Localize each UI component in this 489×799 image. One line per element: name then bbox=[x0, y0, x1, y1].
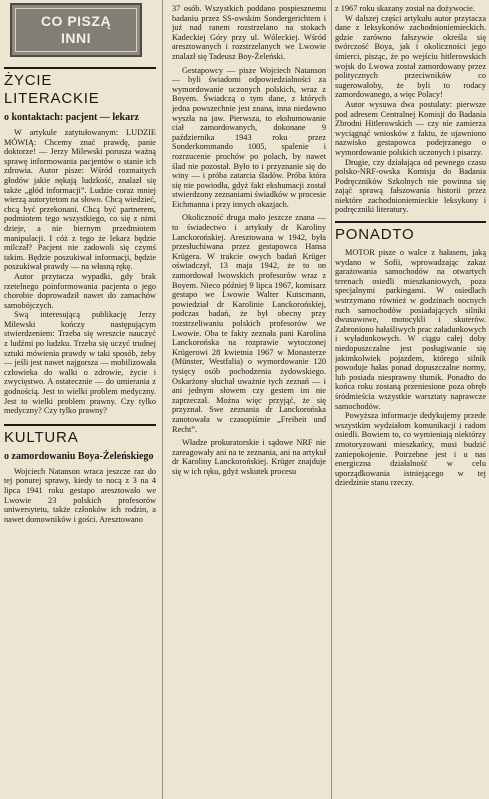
article-paragraph: Wojciech Natanson wraca jeszcze raz do tej ponurej sprawy, kiedy to nocą z 3 na 4 lipca 1941 roku gestapo aresztowało we Lwowie 23 polskich profesorów uniwersytetu, także członków ich rodzin, a nawet domowników i gości. Aresztowano bbox=[4, 466, 156, 524]
article-paragraph: 37 osób. Wszystkich poddano pospiesznemu badaniu przez SS-owskim Sondergerichtem i już nad ranem rozstrzelano na stokach Kadeckiej Góry przy ul. Wóleckiej. Wśród aresztowanych i rozstrzelanych we Lwowie znalazł się Tadeusz Boy-Żeleński. bbox=[172, 4, 326, 61]
article-body bbox=[4, 128, 156, 416]
article-subtitle: o zamordowaniu Boya-Żeleńskiego bbox=[4, 450, 154, 462]
article-subtitle: o kontaktach: pacjent — lekarz bbox=[4, 112, 139, 123]
column-right bbox=[335, 0, 486, 799]
article-paragraph: z 1967 roku skazany został na dożywocie. bbox=[335, 4, 475, 13]
column-middle bbox=[172, 0, 326, 799]
article-paragraph: Gestapowcy — pisze Wojciech Natanson — byli świadomi odpowiedzialności za wymordowanie uczonych polskich, wraz z Boyem. Świadczą o tym dane, z których jedna powszechnie jest znana, inna niedawno wyszła na jaw. Pierwsza, to ekshumowanie ciał zamordowanych, dokonane 9 października 1943 roku przez Sonderkommando 1005, spalenie i rozrzucenie prochów po polach, by nawet ślad nie pozostał. Było to i przyznanie się do winy — i próba zatarcia śladów. Próba która się nie powiodła, gdyż fakt ekshumacji został stwierdzony zeznaniami świadków w procesie Eichmanna i przy innych okazjach. bbox=[172, 65, 326, 209]
column-header-line1: CO PISZĄ bbox=[40, 13, 112, 29]
article-paragraph: W dalszej części artykułu autor przytacza dane z leksykonów zachodnioniemieckich. gdzie zarówno fałszywie określa się twórczość Boya, jak i okoliczności jego śmierci, pisząc, że po wejściu hitlerowskich wojsk do Lwowa został zamordowany przez politycznych przeciwników co sugerowałoby, że byli to rodacy zamordowanego, a więc Polacy! bbox=[335, 13, 486, 100]
column-header-line2: INNI bbox=[61, 30, 91, 46]
article-paragraph: Powyższa informacje dedykujemy przede wszystkim wydziałom komunikacji i radom osiedli. Bowiem to, co wymieniają niektórzy zmotoryzowani mieszkańcy, musi budzić zaniepokojenie. Potrzebne jest i u nas energiczna działalność w celu uporządkowania istniejącego w tej dziedzinie stanu rzeczy. bbox=[335, 411, 486, 488]
column-divider bbox=[331, 0, 332, 799]
section-title-line: LITERACKIE bbox=[4, 90, 100, 107]
column-left bbox=[4, 0, 156, 799]
section-title-zycie-literackie bbox=[4, 72, 156, 108]
section-title-kultura: KULTURA bbox=[4, 428, 79, 446]
section-rule bbox=[4, 424, 156, 426]
article-body-continued bbox=[335, 4, 486, 215]
article-paragraph: W artykule zatytułowanym: LUDZIE MÓWIĄ: Chcemy znać prawdę, panie doktorze! — Jerzy Milewski porusza ważną sprawę informowania pacjentów o stanie ich zdrowia. Autor pisze: Wśród rozmaitych głodów jakie nękają ludzkość, znalazł się także „głód informacji”. Ludzie coraz mniej wierzą autorytetom na słowo. Chcą wiedzieć, chcą być przekonani. Chcą być partnerem, podmiotem tego wszystkiego, co się z nimi dzieje, a nie biernym przedmiotem manipulacji. I cóż z tego że lekarz będzie milczał? Pacjent nie zadowoli się czymś takim. Będzie poszukiwał informacji, będzie poszukiwał prawdy — na własną rękę. bbox=[4, 128, 156, 272]
article-paragraph: MOTOR pisze o walce z hałasem, jaką wydano w Sofii, wprowadzając zakaz garażowania samochodów na otwartych terenach osiedli mieszkaniowych, poza specjalnymi parkingami. W osiedlach wstrzymano również w godzinach nocnych ruch samochodów posiadających silniki dwusuwowe, motocykli i skuterów. Zabroniono hałaśliwych prac załadunkowych i wyładunkowych. W ciągu całej doby niedopuszczalne jest posługiwanie się jakimkolwiek pojazdem, którego silnik powoduje hałas ponad dopuszczalne normy, lub posiada niesprawny tłumik. Ponadto do końca roku zostaną przeniesione poza obręb śródmieścia wszystkie warsztaty naprawcze samochodów. bbox=[335, 248, 486, 411]
section-title-ponadto: PONADTO bbox=[335, 226, 415, 244]
article-paragraph: Autor przytacza wypadki, gdy brak rzetelnego poinformowania pacjenta o jego chorobie doprowadził nawet do zamachów samobójczych. bbox=[4, 271, 156, 310]
article-paragraph: Okoliczność druga mało jeszcze znana — to świadectwo i artykuły dr Karoliny Lanckorońskiej. Aresztowana w 1942, była przesłuchiwana przez gestapowca Hansa Krügera. W trakcie owych badań Krüger oświadczył, 13 maja 1942, że to on zamordował lwowskich profesorów wraz z Boyem. Nieco później 9 lipca 1967, komisarz gestapo we Lwowie Walter Kutscmann, powiedział dr Karolinie Lanckorońskiej, podczas badań, że był obecny przy rozstrzeliwaniu polskich profesorów we Lwowie. Oba te fakty zeznała pani Karolina Lanckorońska na rozprawie wytoczonej Krügerowi 28 kwietnia 1967 w Monasterze (Münster, Westfalia) o wymordowanie 120 tysięcy osób pochodzenia żydowskiego. Oskarżony słuchał uważnie tych zeznań — i ani jednym słowem czy gestem im nie zaprzeczał. Można więc przyjąć, że się przyznał. Swe zeznania dr Lanckorońska zanotowała w czasopiśmie „Freiheit und Recht”. bbox=[172, 213, 326, 434]
article-body-continued bbox=[172, 4, 326, 477]
section-rule bbox=[4, 67, 156, 69]
article-body bbox=[4, 467, 156, 525]
article-paragraph: Autor wysuwa dwa postulaty: pierwsze pod adresem Centralnej Komisji do Badania Zbrodni Hitlerowskich — czy nie zamierza wyciągnąć wniosków z faktu, że ujawniono nazwisko gestapowca podejrzanego o wymordowanie polskich uczonych i pisarzy. bbox=[335, 99, 486, 157]
section-title-line: ŻYCIE bbox=[4, 72, 53, 89]
article-paragraph: Władze prokuratorskie i sądowe NRF nie zareagowały ani na te zeznania, ani na artykuł dr Karoliny Lanckorońskiej. Krüger znajduje się w ich ręku, gdyż wskutek procesu bbox=[172, 438, 326, 476]
article-paragraph: Swą interesującą publikację Jerzy Milewski kończy następującym stwierdzeniem: Trzeba się wreszcie nauczyć z ludźmi po ludzku. Trzeba się uczyć trudnej sztuki mówienia prawdy w taki sposób, żeby — jeśli jest nawet najgorsza — mobilizowała człowieka do walki o zdrowie, życie i zwycięstwo. A ostatecznie — do umierania z godnością. Jest to wielki problem medyczny. Jest to wielki problem prawny. Czy tylko medyczny? Czy tylko prawny? bbox=[4, 310, 156, 416]
column-divider bbox=[162, 0, 163, 799]
column-header-box bbox=[10, 3, 142, 57]
section-rule bbox=[335, 221, 486, 223]
article-body bbox=[335, 248, 486, 488]
article-paragraph: Drugie, czy działająca od pewnego czasu polsko-NRF-owska Komisja do Badania Podręczników Szkolnych nie powinna się zająć sprawą fałszowania historii przez niektóre zachodnioniemieckie leksykony i podręczniki literatury. bbox=[335, 157, 486, 215]
